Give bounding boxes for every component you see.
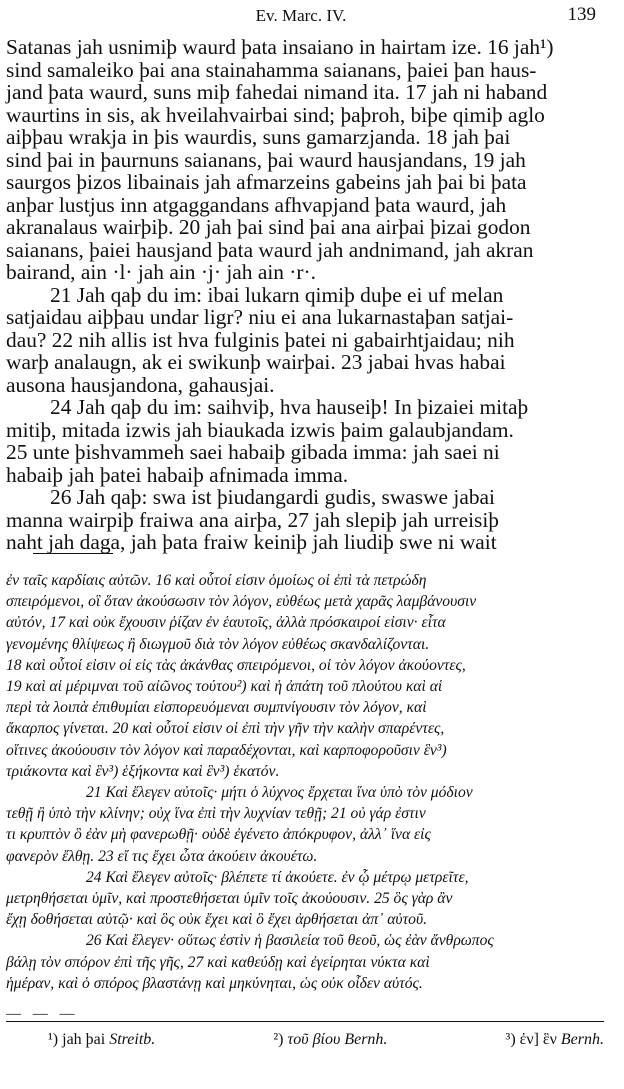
gothic-line: waurtins in sis, ak hveilahvairbai sind; þaþroh, biþe qimiþ aglo [6,102,545,127]
greek-line: ἐν ταῖς καρδίαις αὐτῶν. 16 καὶ οὗτοί εἰσιν ὁμοίως οἱ ἐπὶ τὰ πετρώδη [6,572,427,589]
gothic-line: 25 unte þishvammeh saei habaiþ gibada imma: jah saei ni [6,440,500,464]
gothic-line: saianans, þaiei hausjand þata waurd jah andnimand, jah akran [6,237,534,262]
running-head: Ev. Marc. IV. [255,6,347,25]
greek-line: ἡμέραν, καὶ ὁ σπόρος βλαστάνῃ καὶ μηκύνηται, ὡς οὐκ οἶδεν αὐτός. [6,974,423,992]
gothic-line: 21 Jah qaþ du im: ibai lukarn qimiþ duþe ei uf melan [50,282,504,307]
footnote-text: τοῦ βίου [287,1031,341,1048]
greek-line: 18 καὶ οὗτοί εἰσιν οἱ εἰς τὰς ἀκάνθας σπειρόμενοι, οἱ τὸν λόγον ἀκούοντες, [6,656,466,674]
gothic-line: satjaidau aiþþau undar ligr? niu ei ana lukarnastaþan satjai- [6,305,514,329]
greek-line: αὐτόν, 17 καὶ οὐκ ἔχουσιν ῥίζαν ἐν ἑαυτοῖς, ἀλλὰ πρόσκαιροί εἰσιν· εἶτα [6,614,446,632]
footnote [506,1030,604,1050]
greek-line: 19 καὶ αἱ μέριμναι τοῦ αἰῶνος τούτου²) καὶ ἡ ἀπάτη τοῦ πλούτου καὶ αἱ [6,678,443,696]
greek-line: γενομένης θλίψεως ἢ διωγμοῦ διὰ τὸν λόγον εὐθέως σκανδαλίζονται. [6,635,430,653]
footnote-source: Streitb. [109,1031,156,1048]
gothic-line: akranalaus wairþiþ. 20 jah þai sind þai ana airþai þizai godon [6,215,531,239]
footnotes [48,1030,604,1050]
greek-line: σπειρόμενοι, οἳ ὅταν ἀκούσωσιν τὸν λόγον, εὐθέως μετὰ χαρᾶς λαμβάνουσιν [6,593,477,611]
greek-line: περὶ τὰ λοιπὰ ἐπιθυμίαι εἰσπορευόμεναι συμπνίγουσιν τὸν λόγον, καὶ [6,699,427,717]
gothic-line: anþar lustjus inn atgaggandans afhvapjand þata waurd, jah [6,192,507,217]
gothic-line: ausona hausjandona, gahausjai. [6,372,275,397]
greek-line: 26 Καὶ ἔλεγεν· οὕτως ἐστὶν ἡ βασιλεία τοῦ θεοῦ, ὡς ἐὰν ἄνθρωπος [86,932,494,950]
gothic-text-block [6,36,598,554]
page-header [6,4,596,26]
greek-line: 21 Καὶ ἔλεγεν αὐτοῖς· μήτι ὁ λύχνος ἔρχεται ἵνα ὑπὸ τὸν μόδιον [86,784,473,802]
gothic-line: warþ analaugn, ak ei swikunþ wairþai. 23 jabai hvas habai [6,350,506,374]
footnote [48,1030,155,1050]
gothic-line: naht jah daga, jah þata fraiw keiniþ jah liudiþ swe ni wait [6,530,497,554]
gothic-line: habaiþ jah þatei habaiþ afnimada imma. [6,462,349,487]
greek-line: ἄκαρπος γίνεται. 20 καὶ οὗτοί εἰσιν οἱ ἐπὶ τὴν γῆν τὴν καλὴν σπαρέντες, [6,720,445,738]
greek-text-block [6,570,598,994]
gothic-line: jand þata waurd, suns miþ fahedai nimand ita. 17 jah ni haband [6,80,548,104]
greek-line: τεθῇ ἢ ὑπὸ τὴν κλίνην; οὐχ ἵνα ἐπὶ τὴν λυχνίαν τεθῇ; 21 οὐ γάρ ἐστιν [6,805,426,823]
footnote-text: ἐν] ἓν [519,1031,557,1048]
page-number: 139 [567,4,596,25]
footnote-text: jah þai [62,1031,106,1048]
greek-line: 24 Καὶ ἔλεγεν αὐτοῖς· βλέπετε τί ἀκούετε. ἐν ᾧ μέτρῳ μετρεῖτε, [86,868,469,886]
text-divider [33,553,113,554]
greek-line: μετρηθήσεται ὑμῖν, καὶ προστεθήσεται ὑμῖν τοῖς ἀκούουσιν. 25 ὃς γὰρ ἂν [6,890,453,908]
footnote [273,1030,387,1050]
greek-line: τι κρυπτὸν ὃ ἐὰν μὴ φανερωθῇ· οὐδὲ ἐγένετο ἀπόκρυφον, ἀλλ᾽ ἵνα εἰς [6,826,431,844]
footnote-source: Bernh. [560,1031,604,1048]
gothic-line: aiþþau wrakja in þis waurdis, suns gamarzjanda. 18 jah þai [6,125,511,149]
gothic-line: bairand, ain ·l· jah ain ·j· jah ain ·r·. [6,260,317,284]
footnote-rule [6,1021,604,1022]
gothic-line: Satanas jah usnimiþ waurd þata insaiano in hairtam ize. 16 jah¹) [6,35,554,59]
gothic-line: sind þai in þaurnuns saianans, þai waurd hausjandans, 19 jah [6,147,526,172]
footnote-marker: ³) [505,1031,516,1048]
greek-line: οἵτινες ἀκούουσιν τὸν λόγον καὶ παραδέχονται, καὶ καρποφοροῦσιν ἓν³) [6,741,447,759]
greek-line: βάλῃ τὸν σπόρον ἐπὶ τῆς γῆς, 27 καὶ καθεύδῃ καὶ ἐγείρηται νύκτα καὶ [6,953,430,971]
gothic-line: manna wairpiþ fraiwa ana airþa, 27 jah slepiþ jah urreisiþ [6,507,499,532]
separator-dashes: — — — [6,1006,79,1022]
gothic-line: 24 Jah qaþ du im: saihviþ, hva hauseiþ! In þizaiei mitaþ [50,395,529,419]
footnote-source: Bernh. [344,1031,388,1048]
gothic-line: mitiþ, mitada izwis jah biaukada izwis þaim galaubjandam. [6,417,514,442]
footnote-marker: ²) [273,1031,284,1048]
gothic-line: 26 Jah qaþ: swa ist þiudangardi gudis, swaswe jabai [50,485,495,509]
greek-line: τριάκοντα καὶ ἓν³) ἑξήκοντα καὶ ἓν³) ἑκατόν. [6,762,280,780]
gothic-line: saurgos þizos libainais jah afmarzeins gabeins jah þai bi þata [6,170,527,194]
greek-line: ἔχῃ δοθήσεται αὐτῷ· καὶ ὃς οὐκ ἔχει καὶ ὃ ἔχει ἀρθήσεται ἀπ᾽ αὐτοῦ. [6,911,428,929]
footnote-marker: ¹) [48,1031,59,1048]
gothic-line: sind samaleiko þai ana stainahamma saianans, þaiei þan haus- [6,57,537,82]
greek-line: φανερὸν ἔλθῃ. 23 εἴ τις ἔχει ὦτα ἀκούειν ἀκουέτω. [6,847,318,865]
gothic-line: dau? 22 nih allis ist hva fulginis þatei ni gabairhtjaidau; nih [6,327,515,352]
